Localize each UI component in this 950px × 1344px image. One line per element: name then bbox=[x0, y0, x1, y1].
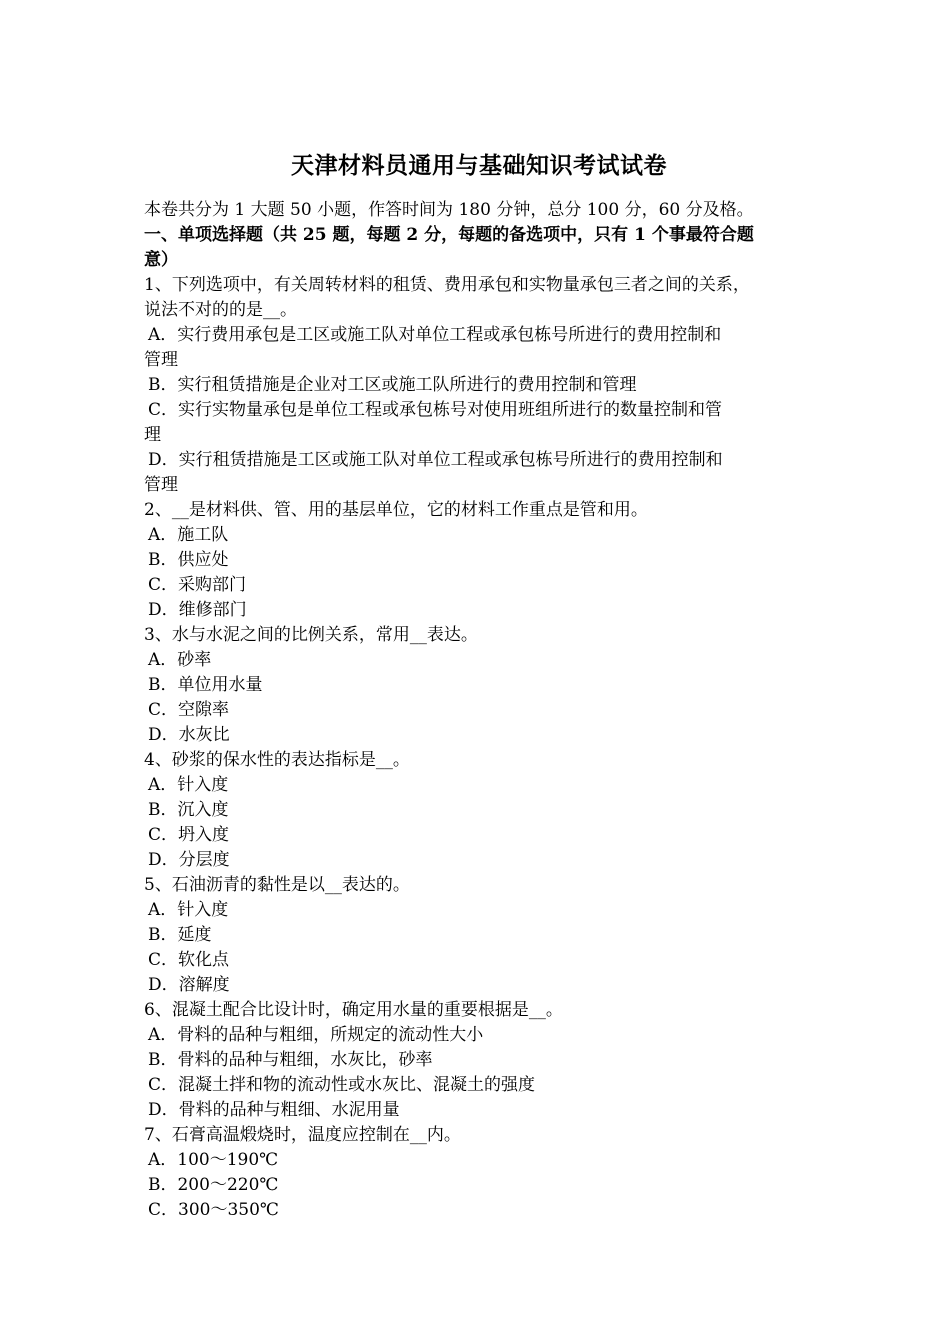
answer-option: B．沉入度 bbox=[148, 800, 229, 820]
question-item bbox=[144, 998, 814, 1123]
answer-option: D．分层度 bbox=[148, 850, 230, 870]
answer-option: A．施工队 bbox=[148, 525, 229, 545]
answer-option: D．维修部门 bbox=[148, 600, 247, 620]
answer-option: A．针入度 bbox=[148, 775, 229, 795]
answer-option: C．空隙率 bbox=[148, 700, 230, 720]
question-item bbox=[144, 873, 814, 998]
section-heading-line-1: 一、单项选择题（共 25 题，每题 2 分，每题的备选项中，只有 1 个事最符合题 bbox=[144, 225, 754, 245]
answer-option: D．实行租赁措施是工区或施工队对单位工程或承包栋号所进行的费用控制和 bbox=[148, 450, 723, 470]
answer-option: C．300～350℃ bbox=[148, 1200, 279, 1220]
question-stem: 7、石膏高温煅烧时，温度应控制在__内。 bbox=[144, 1125, 461, 1145]
answer-option: 管理 bbox=[144, 475, 178, 495]
question-stem: 5、石油沥青的黏性是以__表达的。 bbox=[144, 875, 410, 895]
answer-option: C．采购部门 bbox=[148, 575, 247, 595]
document-title: 天津材料员通用与基础知识考试试卷 bbox=[291, 152, 667, 179]
answer-option: 管理 bbox=[144, 350, 178, 370]
answer-option: A．砂率 bbox=[148, 650, 212, 670]
question-stem: 2、__是材料供、管、用的基层单位，它的材料工作重点是管和用。 bbox=[144, 500, 648, 520]
answer-option: D．骨料的品种与粗细、水泥用量 bbox=[148, 1100, 400, 1120]
question-stem: 3、水与水泥之间的比例关系，常用__表达。 bbox=[144, 625, 478, 645]
answer-option: B．供应处 bbox=[148, 550, 229, 570]
answer-option: A．100～190℃ bbox=[148, 1150, 279, 1170]
question-item bbox=[144, 1123, 814, 1223]
answer-option: D．溶解度 bbox=[148, 975, 230, 995]
document-content bbox=[144, 148, 814, 1223]
answer-option: B．单位用水量 bbox=[148, 675, 263, 695]
question-stem: 说法不对的的是__。 bbox=[144, 300, 297, 320]
section-heading-line-2: 意） bbox=[144, 250, 178, 270]
question-item bbox=[144, 623, 814, 748]
answer-option: B．骨料的品种与粗细，水灰比，砂率 bbox=[148, 1050, 433, 1070]
answer-option: B．200～220℃ bbox=[148, 1175, 279, 1195]
intro-text: 本卷共分为 1 大题 50 小题，作答时间为 180 分钟，总分 100 分，60 分及格。 bbox=[144, 200, 754, 220]
question-item bbox=[144, 748, 814, 873]
answer-option: 理 bbox=[144, 425, 161, 445]
answer-option: A．针入度 bbox=[148, 900, 229, 920]
answer-option: B．延度 bbox=[148, 925, 212, 945]
answer-option: C．软化点 bbox=[148, 950, 230, 970]
answer-option: C．混凝土拌和物的流动性或水灰比、混凝土的强度 bbox=[148, 1075, 536, 1095]
question-list bbox=[144, 273, 814, 1223]
answer-option: C．实行实物量承包是单位工程或承包栋号对使用班组所进行的数量控制和管 bbox=[148, 400, 723, 420]
answer-option: C．坍入度 bbox=[148, 825, 230, 845]
answer-option: B．实行租赁措施是企业对工区或施工队所进行的费用控制和管理 bbox=[148, 375, 637, 395]
answer-option: A．骨料的品种与粗细，所规定的流动性大小 bbox=[148, 1025, 484, 1045]
question-item bbox=[144, 273, 814, 498]
answer-option: A．实行费用承包是工区或施工队对单位工程或承包栋号所进行的费用控制和 bbox=[148, 325, 722, 345]
question-stem: 4、砂浆的保水性的表达指标是__。 bbox=[144, 750, 410, 770]
answer-option: D．水灰比 bbox=[148, 725, 230, 745]
question-stem: 6、混凝土配合比设计时，确定用水量的重要根据是__。 bbox=[144, 1000, 563, 1020]
question-item bbox=[144, 498, 814, 623]
question-stem: 1、下列选项中，有关周转材料的租赁、费用承包和实物量承包三者之间的关系， bbox=[144, 275, 750, 295]
